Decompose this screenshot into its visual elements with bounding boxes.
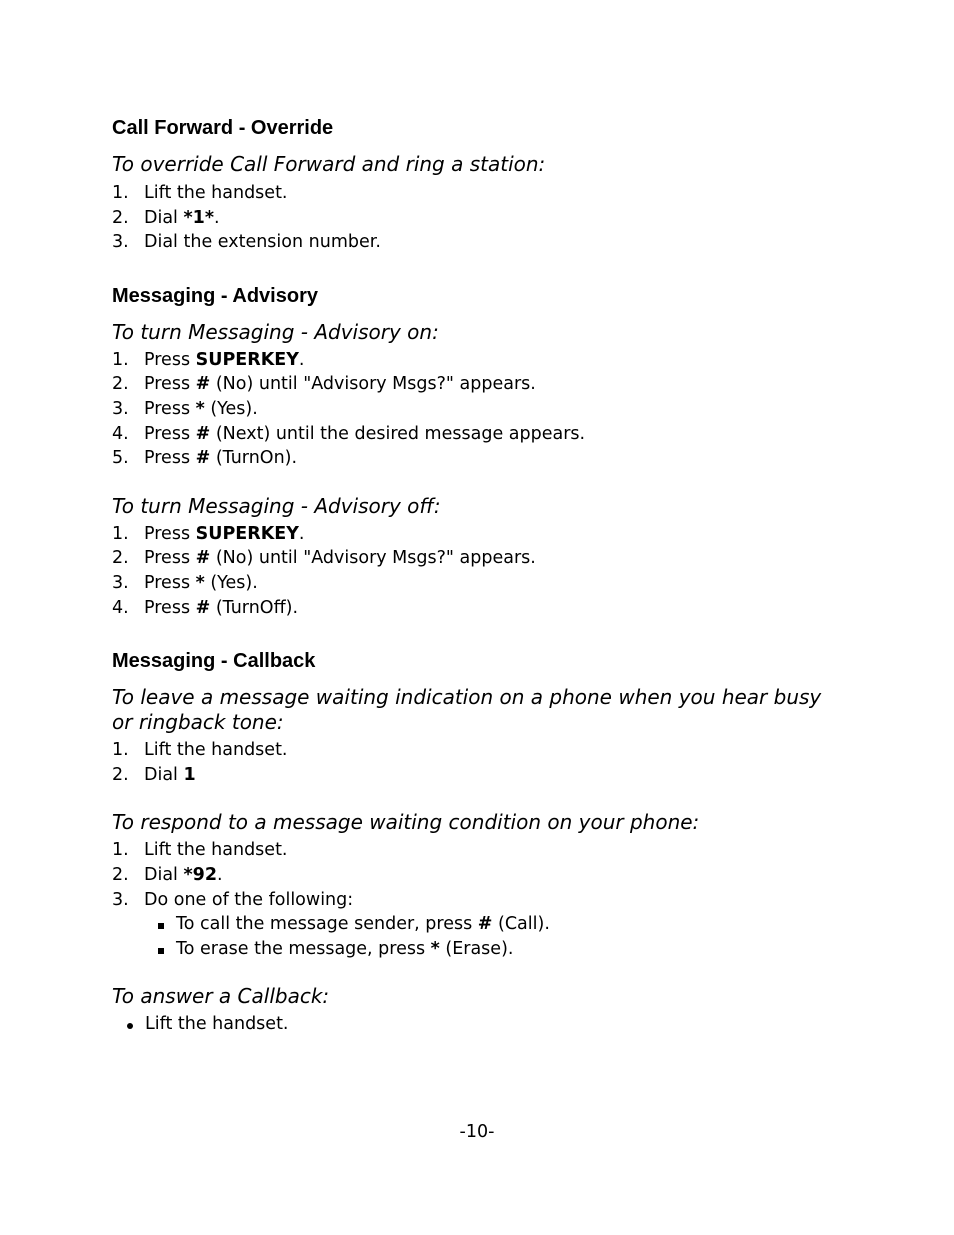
instruction-subheading: To turn Messaging - Advisory off: — [112, 493, 441, 518]
step-key: # — [195, 548, 211, 569]
list-item — [112, 546, 852, 571]
step-text: Lift the handset. — [144, 183, 288, 203]
list-item — [112, 1012, 852, 1037]
list-item — [112, 912, 852, 937]
step-key: # — [195, 597, 211, 618]
step-number: 2. — [112, 374, 129, 395]
step-number: 2. — [112, 864, 129, 885]
list-item — [112, 738, 852, 763]
step-text: Lift the handset. — [144, 740, 288, 761]
step-text: Dial — [144, 207, 184, 228]
instruction-subheading: To answer a Callback: — [112, 984, 330, 1009]
step-number: 3. — [112, 889, 129, 910]
instruction-subheading-line: or ringback tone: — [112, 710, 284, 735]
step-key: SUPERKEY — [195, 523, 299, 544]
steps-list — [112, 738, 852, 787]
step-number: 2. — [112, 764, 129, 785]
step-text-suffix: . — [298, 523, 305, 544]
step-key: * — [195, 572, 205, 593]
step-text-suffix: (Next) until the desired message appears. — [210, 423, 586, 444]
section-heading: Messaging - Advisory — [112, 284, 318, 307]
list-item — [112, 348, 852, 373]
instruction-subheading: To override Call Forward and ring a station: — [112, 152, 546, 176]
list-item — [112, 397, 852, 422]
list-item — [112, 522, 852, 547]
step-number: 1. — [112, 523, 129, 544]
section-heading: Messaging - Callback — [112, 650, 316, 673]
list-item — [112, 571, 852, 596]
instruction-subheading-line: To leave a message waiting indication on a phone when you hear busy — [112, 685, 822, 710]
step-key: SUPERKEY — [195, 349, 299, 370]
step-text: Press — [144, 597, 196, 618]
step-key: # — [195, 374, 211, 395]
list-item — [112, 888, 852, 913]
step-text-suffix: (TurnOn). — [210, 448, 298, 469]
step-number: 4. — [112, 423, 129, 444]
list-item — [112, 422, 852, 447]
step-key: *92 — [183, 864, 218, 885]
option-text: To erase the message, press — [176, 938, 431, 959]
list-item — [112, 230, 852, 255]
step-text: Dial the extension number. — [144, 232, 381, 253]
list-item — [112, 206, 852, 231]
step-text: Dial — [144, 864, 184, 885]
option-text: To call the message sender, press — [176, 914, 478, 935]
step-number: 2. — [112, 548, 129, 569]
list-item — [112, 372, 852, 397]
list-item — [112, 181, 852, 206]
step-text: Press — [144, 398, 196, 419]
step-text: Press — [144, 548, 196, 569]
step-number: 4. — [112, 597, 129, 618]
step-text-suffix: . — [213, 207, 220, 228]
step-key: *1* — [183, 207, 214, 228]
step-number: 1. — [112, 349, 129, 370]
steps-list — [112, 838, 852, 912]
step-key: # — [195, 448, 211, 469]
step-text-suffix: (Yes). — [204, 398, 258, 419]
step-key: # — [195, 423, 211, 444]
step-text-suffix: . — [217, 864, 223, 885]
square-bullet-icon — [158, 923, 164, 929]
instruction-subheading: To turn Messaging - Advisory on: — [112, 319, 439, 344]
step-text: Press — [144, 349, 196, 370]
option-key: * — [430, 938, 440, 959]
instruction-subheading: To respond to a message waiting condition on your phone: — [112, 810, 700, 835]
step-key: 1 — [183, 764, 196, 785]
list-item — [112, 446, 852, 471]
step-number: 1. — [112, 183, 129, 203]
page-number: -10- — [459, 1122, 495, 1142]
bullet-text: Lift the handset. — [145, 1014, 289, 1035]
option-text-suffix: (Call). — [492, 914, 550, 935]
step-text-suffix: (No) until "Advisory Msgs?" appears. — [210, 374, 536, 395]
square-bullet-icon — [158, 948, 164, 954]
list-item — [112, 763, 852, 788]
step-text-suffix: (No) until "Advisory Msgs?" appears. — [210, 548, 536, 569]
bullet-list — [112, 1012, 852, 1037]
step-number: 2. — [112, 207, 129, 228]
step-number: 3. — [112, 232, 129, 253]
steps-list — [112, 181, 852, 255]
step-text-suffix: (TurnOff). — [210, 597, 299, 618]
document-page — [112, 114, 852, 1037]
instruction-subheading — [112, 685, 852, 735]
step-number: 3. — [112, 398, 129, 419]
step-text: Press — [144, 448, 196, 469]
step-text: Press — [144, 572, 196, 593]
step-text: Press — [144, 374, 196, 395]
option-text-suffix: (Erase). — [439, 938, 514, 959]
step-text: Lift the handset. — [144, 840, 288, 861]
step-number: 5. — [112, 448, 129, 469]
step-text-suffix: (Yes). — [204, 572, 258, 593]
list-item — [112, 838, 852, 863]
round-bullet-icon — [127, 1023, 133, 1029]
step-number: 1. — [112, 740, 129, 761]
list-item — [112, 937, 852, 962]
step-number: 1. — [112, 840, 129, 861]
option-key: # — [477, 914, 493, 935]
list-item — [112, 596, 852, 621]
step-text: Dial — [144, 764, 184, 785]
list-item — [112, 863, 852, 888]
section-heading: Call Forward - Override — [112, 117, 334, 139]
options-list — [112, 912, 852, 961]
step-text: Do one of the following: — [144, 889, 354, 910]
step-key: * — [195, 398, 205, 419]
step-text-suffix: . — [298, 349, 305, 370]
steps-list — [112, 348, 852, 471]
step-number: 3. — [112, 572, 129, 593]
steps-list — [112, 522, 852, 620]
step-text: Press — [144, 523, 196, 544]
step-text: Press — [144, 423, 196, 444]
